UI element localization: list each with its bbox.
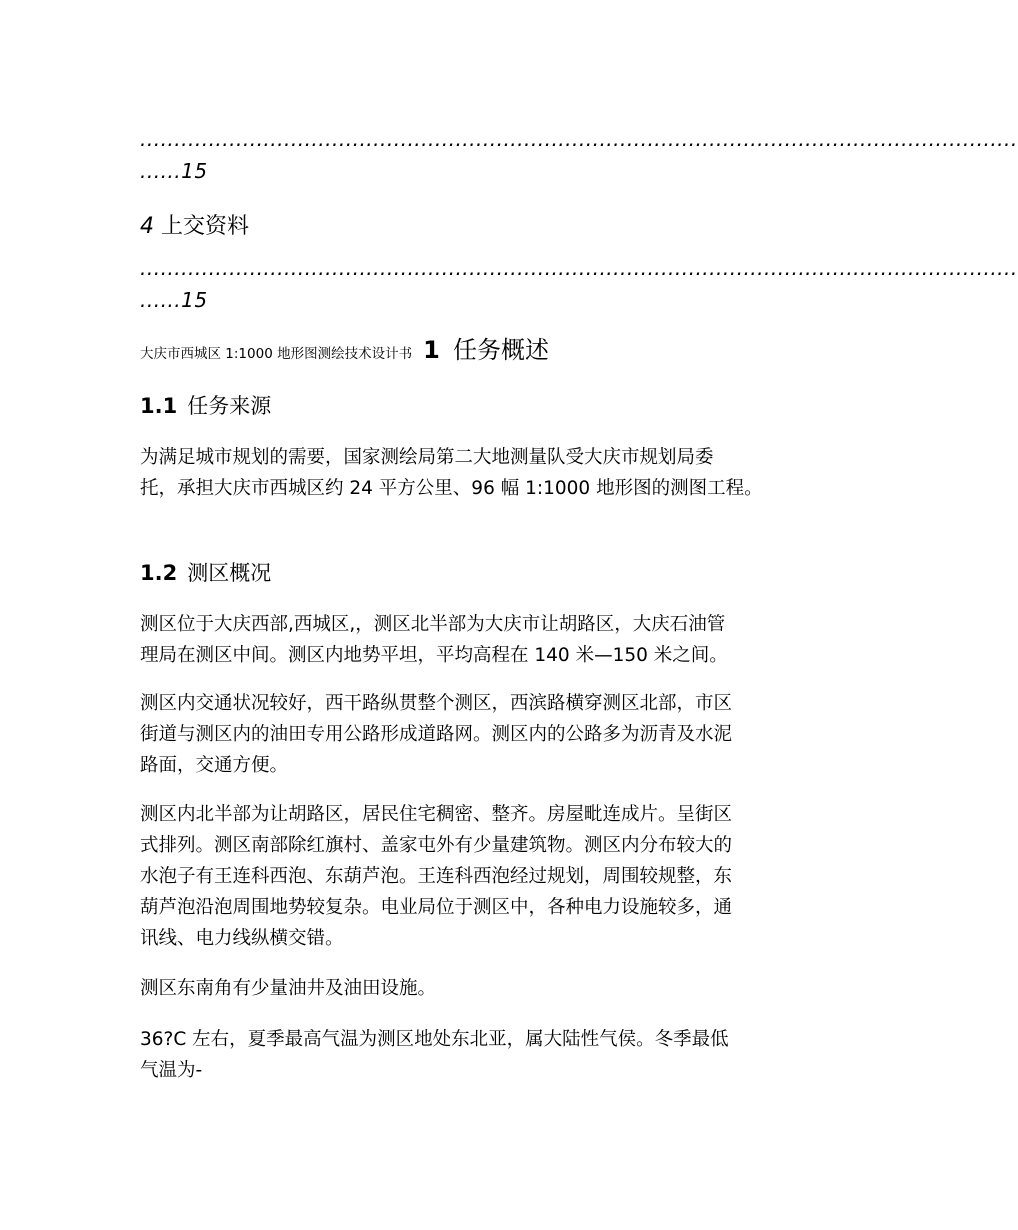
paragraph-line: 讯线、电力线纵横交错。 <box>140 928 344 949</box>
paragraph-settlement <box>140 799 820 954</box>
heading-1-2 <box>140 558 271 588</box>
paragraph-line: 葫芦泡沿泡周围地势较复杂。电业局位于测区中，各种电力设施较多，通 <box>140 897 733 918</box>
paragraph-line: 街道与测区内的油田专用公路形成道路网。测区内的公路多为沥青及水泥 <box>140 724 733 745</box>
toc-leader-dots: ................................................................................................................................ <box>140 256 1018 280</box>
heading-1-1 <box>140 391 271 421</box>
paragraph-line: 路面，交通方便。 <box>140 755 289 776</box>
paragraph-line: 理局在测区中间。测区内地势平坦，平均高程在 140 米—150 米之间。 <box>140 645 728 666</box>
paragraph-line: 托，承担大庆市西城区约 24 平方公里、96 幅 1:1000 地形图的测图工程。 <box>140 478 763 499</box>
paragraph-task-source <box>140 442 820 504</box>
paragraph-line: 测区位于大庆西部,西城区,，测区北半部为大庆市让胡路区，大庆石油管 <box>140 614 726 635</box>
paragraph-line: 式排列。测区南部除红旗村、盖家屯外有少量建筑物。测区内分布较大的 <box>140 835 733 856</box>
heading-1-line <box>140 334 549 370</box>
toc-leader-dots: ................................................................................................................................ <box>140 127 1018 151</box>
running-header: 大庆市西城区 1:1000 地形图测绘技术设计书 <box>140 346 413 362</box>
heading-number: 1.2 <box>140 561 178 585</box>
toc-entry-number: 4 <box>140 214 154 239</box>
paragraph-climate <box>140 1024 820 1086</box>
heading-1-number: 1 <box>423 336 440 364</box>
paragraph-line: 测区内交通状况较好，西干路纵贯整个测区，西滨路横穿测区北部，市区 <box>140 693 733 714</box>
heading-title: 测区概况 <box>187 561 272 585</box>
paragraph-line: 气温为- <box>140 1060 203 1081</box>
paragraph-line: 为满足城市规划的需要，国家测绘局第二大地测量队受大庆市规划局委 <box>140 447 714 468</box>
paragraph-line: 测区内北半部为让胡路区，居民住宅稠密、整齐。房屋毗连成片。呈街区 <box>140 804 733 825</box>
toc-entry-title[interactable] <box>140 212 249 242</box>
paragraph-oil-wells <box>140 973 820 1004</box>
heading-1-title: 任务概述 <box>452 336 549 364</box>
paragraph-line: 水泡子有王连科西泡、东葫芦泡。王连科西泡经过规划，周围较规整，东 <box>140 866 733 887</box>
paragraph-traffic <box>140 688 820 781</box>
toc-page-number: ......15 <box>140 288 208 312</box>
heading-title: 任务来源 <box>187 394 272 418</box>
toc-entry-label: 上交资料 <box>161 214 250 239</box>
paragraph-location <box>140 609 820 671</box>
paragraph-line: 测区东南角有少量油井及油田设施。 <box>140 978 437 999</box>
toc-page-number: ......15 <box>140 159 208 183</box>
heading-number: 1.1 <box>140 394 178 418</box>
paragraph-line: 36?C 左右，夏季最高气温为测区地处东北亚，属大陆性气侯。冬季最低 <box>140 1029 729 1050</box>
